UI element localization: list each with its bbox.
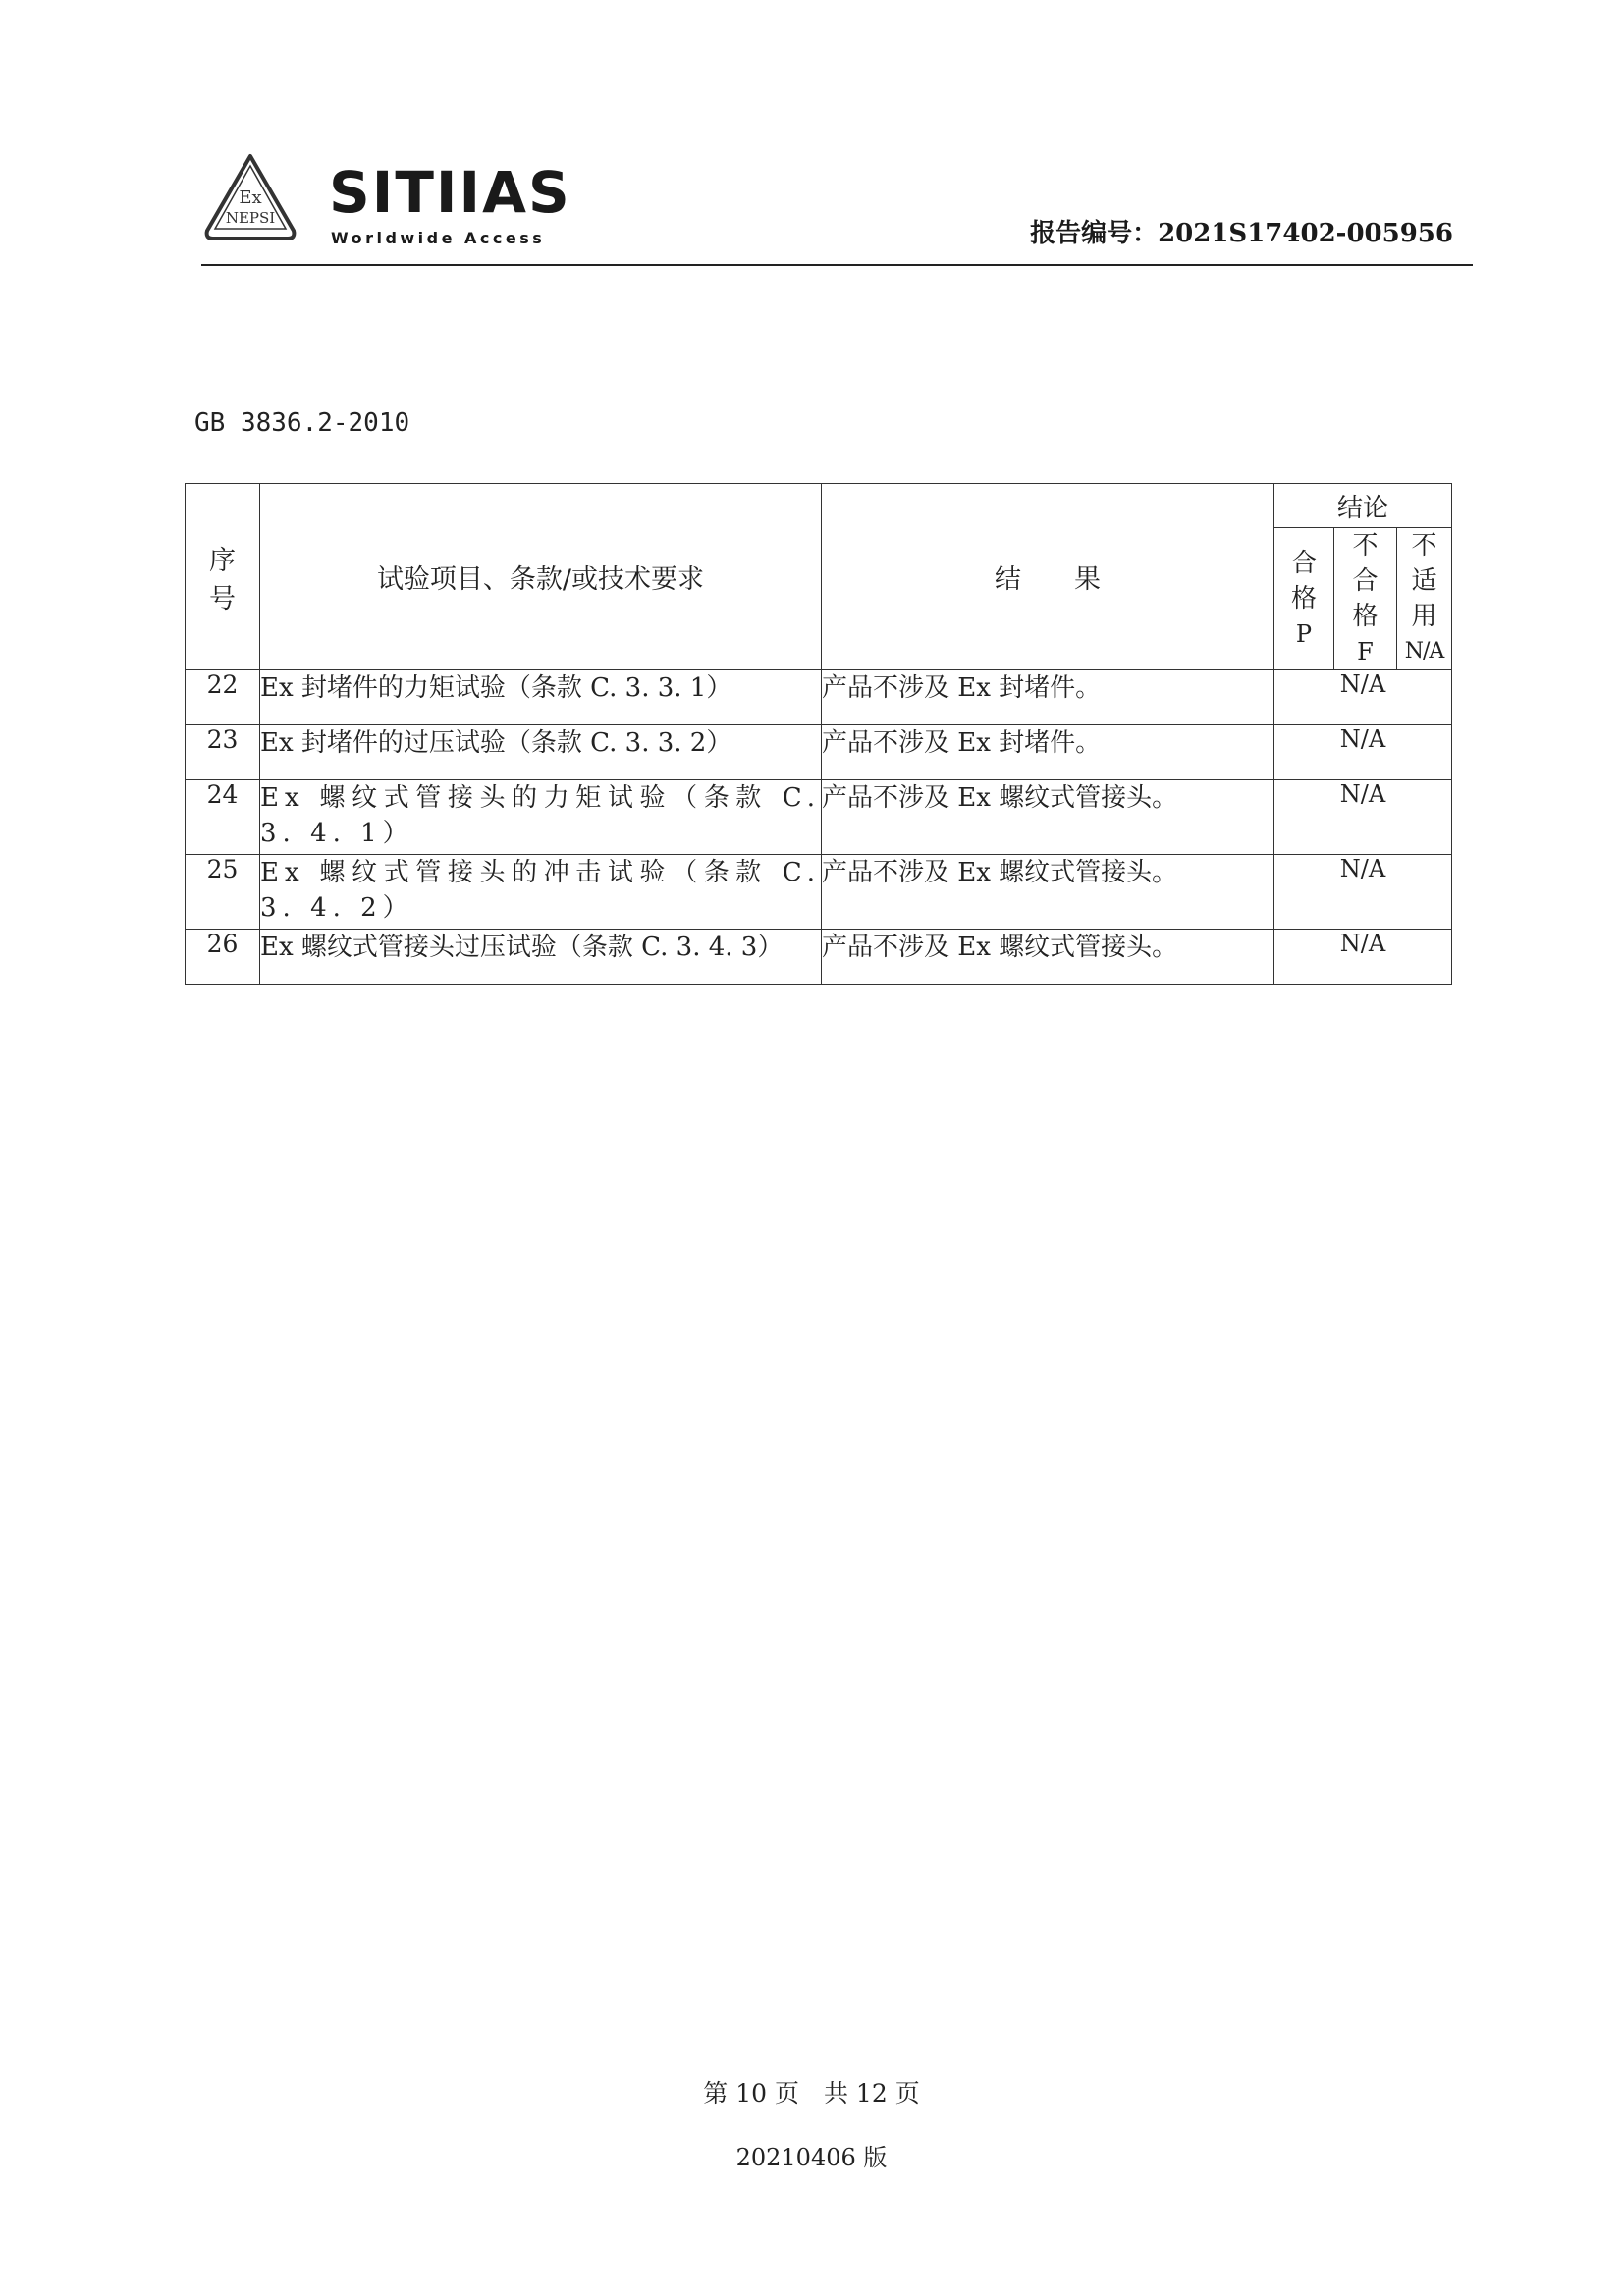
row-item: Ex 封堵件的力矩试验（条款 C. 3. 3. 1） <box>260 670 822 725</box>
row-seq: 24 <box>186 780 260 855</box>
header-na-char: 不 <box>1411 531 1437 561</box>
results-table <box>185 483 1452 985</box>
page-header <box>201 152 1473 265</box>
header-seq-char: 号 <box>209 583 236 614</box>
ex-mark-bottom-text: NEPSI <box>225 209 276 227</box>
row-result: 产品不涉及 Ex 螺纹式管接头。 <box>822 855 1274 930</box>
header-na <box>1397 528 1452 670</box>
row-seq: 26 <box>186 930 260 985</box>
header-fail-code: F <box>1357 638 1374 666</box>
row-item: Ex 螺纹式管接头的力矩试验（条款 C. 3. 4. 1） <box>260 780 822 855</box>
row-result: 产品不涉及 Ex 封堵件。 <box>822 725 1274 780</box>
row-conclusion: N/A <box>1274 670 1452 725</box>
header-pass-char: 合 <box>1290 549 1317 578</box>
header-na-char: 用 <box>1411 602 1437 631</box>
header-divider <box>201 264 1473 266</box>
row-seq: 25 <box>186 855 260 930</box>
row-result: 产品不涉及 Ex 封堵件。 <box>822 670 1274 725</box>
header-conclusion: 结论 <box>1274 484 1452 528</box>
row-item: Ex 螺纹式管接头的冲击试验（条款 C. 3. 4. 2） <box>260 855 822 930</box>
header-result: 结 果 <box>822 484 1274 670</box>
header-pass <box>1274 528 1334 670</box>
header-na-code: N/A <box>1404 639 1444 664</box>
standard-code: GB 3836.2-2010 <box>194 408 410 438</box>
table-header-row <box>186 484 1452 528</box>
table-row <box>186 855 1452 930</box>
row-result: 产品不涉及 Ex 螺纹式管接头。 <box>822 930 1274 985</box>
table-row <box>186 780 1452 855</box>
ex-nepsi-logo-icon <box>201 152 299 245</box>
table-row <box>186 930 1452 985</box>
header-fail <box>1334 528 1397 670</box>
header-pass-char: 格 <box>1290 584 1317 614</box>
row-conclusion: N/A <box>1274 930 1452 985</box>
row-item: Ex 螺纹式管接头过压试验（条款 C. 3. 4. 3） <box>260 930 822 985</box>
ex-mark-top-text: Ex <box>239 187 262 208</box>
header-seq-char: 序 <box>209 545 236 576</box>
brand-tagline: Worldwide Access <box>331 229 546 247</box>
header-seq <box>186 484 260 670</box>
row-seq: 22 <box>186 670 260 725</box>
header-na-char: 适 <box>1411 566 1437 596</box>
version-label: 20210406 版 <box>735 2144 888 2171</box>
header-item: 试验项目、条款/或技术要求 <box>260 484 822 670</box>
header-fail-char: 不 <box>1352 531 1379 561</box>
page-number: 第 10 页 共 12 页 <box>703 2079 920 2108</box>
row-seq: 23 <box>186 725 260 780</box>
row-conclusion: N/A <box>1274 780 1452 855</box>
results-table-container <box>185 483 1451 985</box>
brand-name: SITIIAS <box>329 159 571 226</box>
row-conclusion: N/A <box>1274 725 1452 780</box>
row-conclusion: N/A <box>1274 855 1452 930</box>
report-number: 报告编号：2021S17402-005956 <box>1030 219 1453 248</box>
logo <box>201 152 574 250</box>
header-fail-char: 合 <box>1352 566 1379 596</box>
table-row <box>186 670 1452 725</box>
header-pass-code: P <box>1295 620 1313 648</box>
header-fail-char: 格 <box>1352 602 1379 631</box>
row-item: Ex 封堵件的过压试验（条款 C. 3. 3. 2） <box>260 725 822 780</box>
row-result: 产品不涉及 Ex 螺纹式管接头。 <box>822 780 1274 855</box>
table-row <box>186 725 1452 780</box>
